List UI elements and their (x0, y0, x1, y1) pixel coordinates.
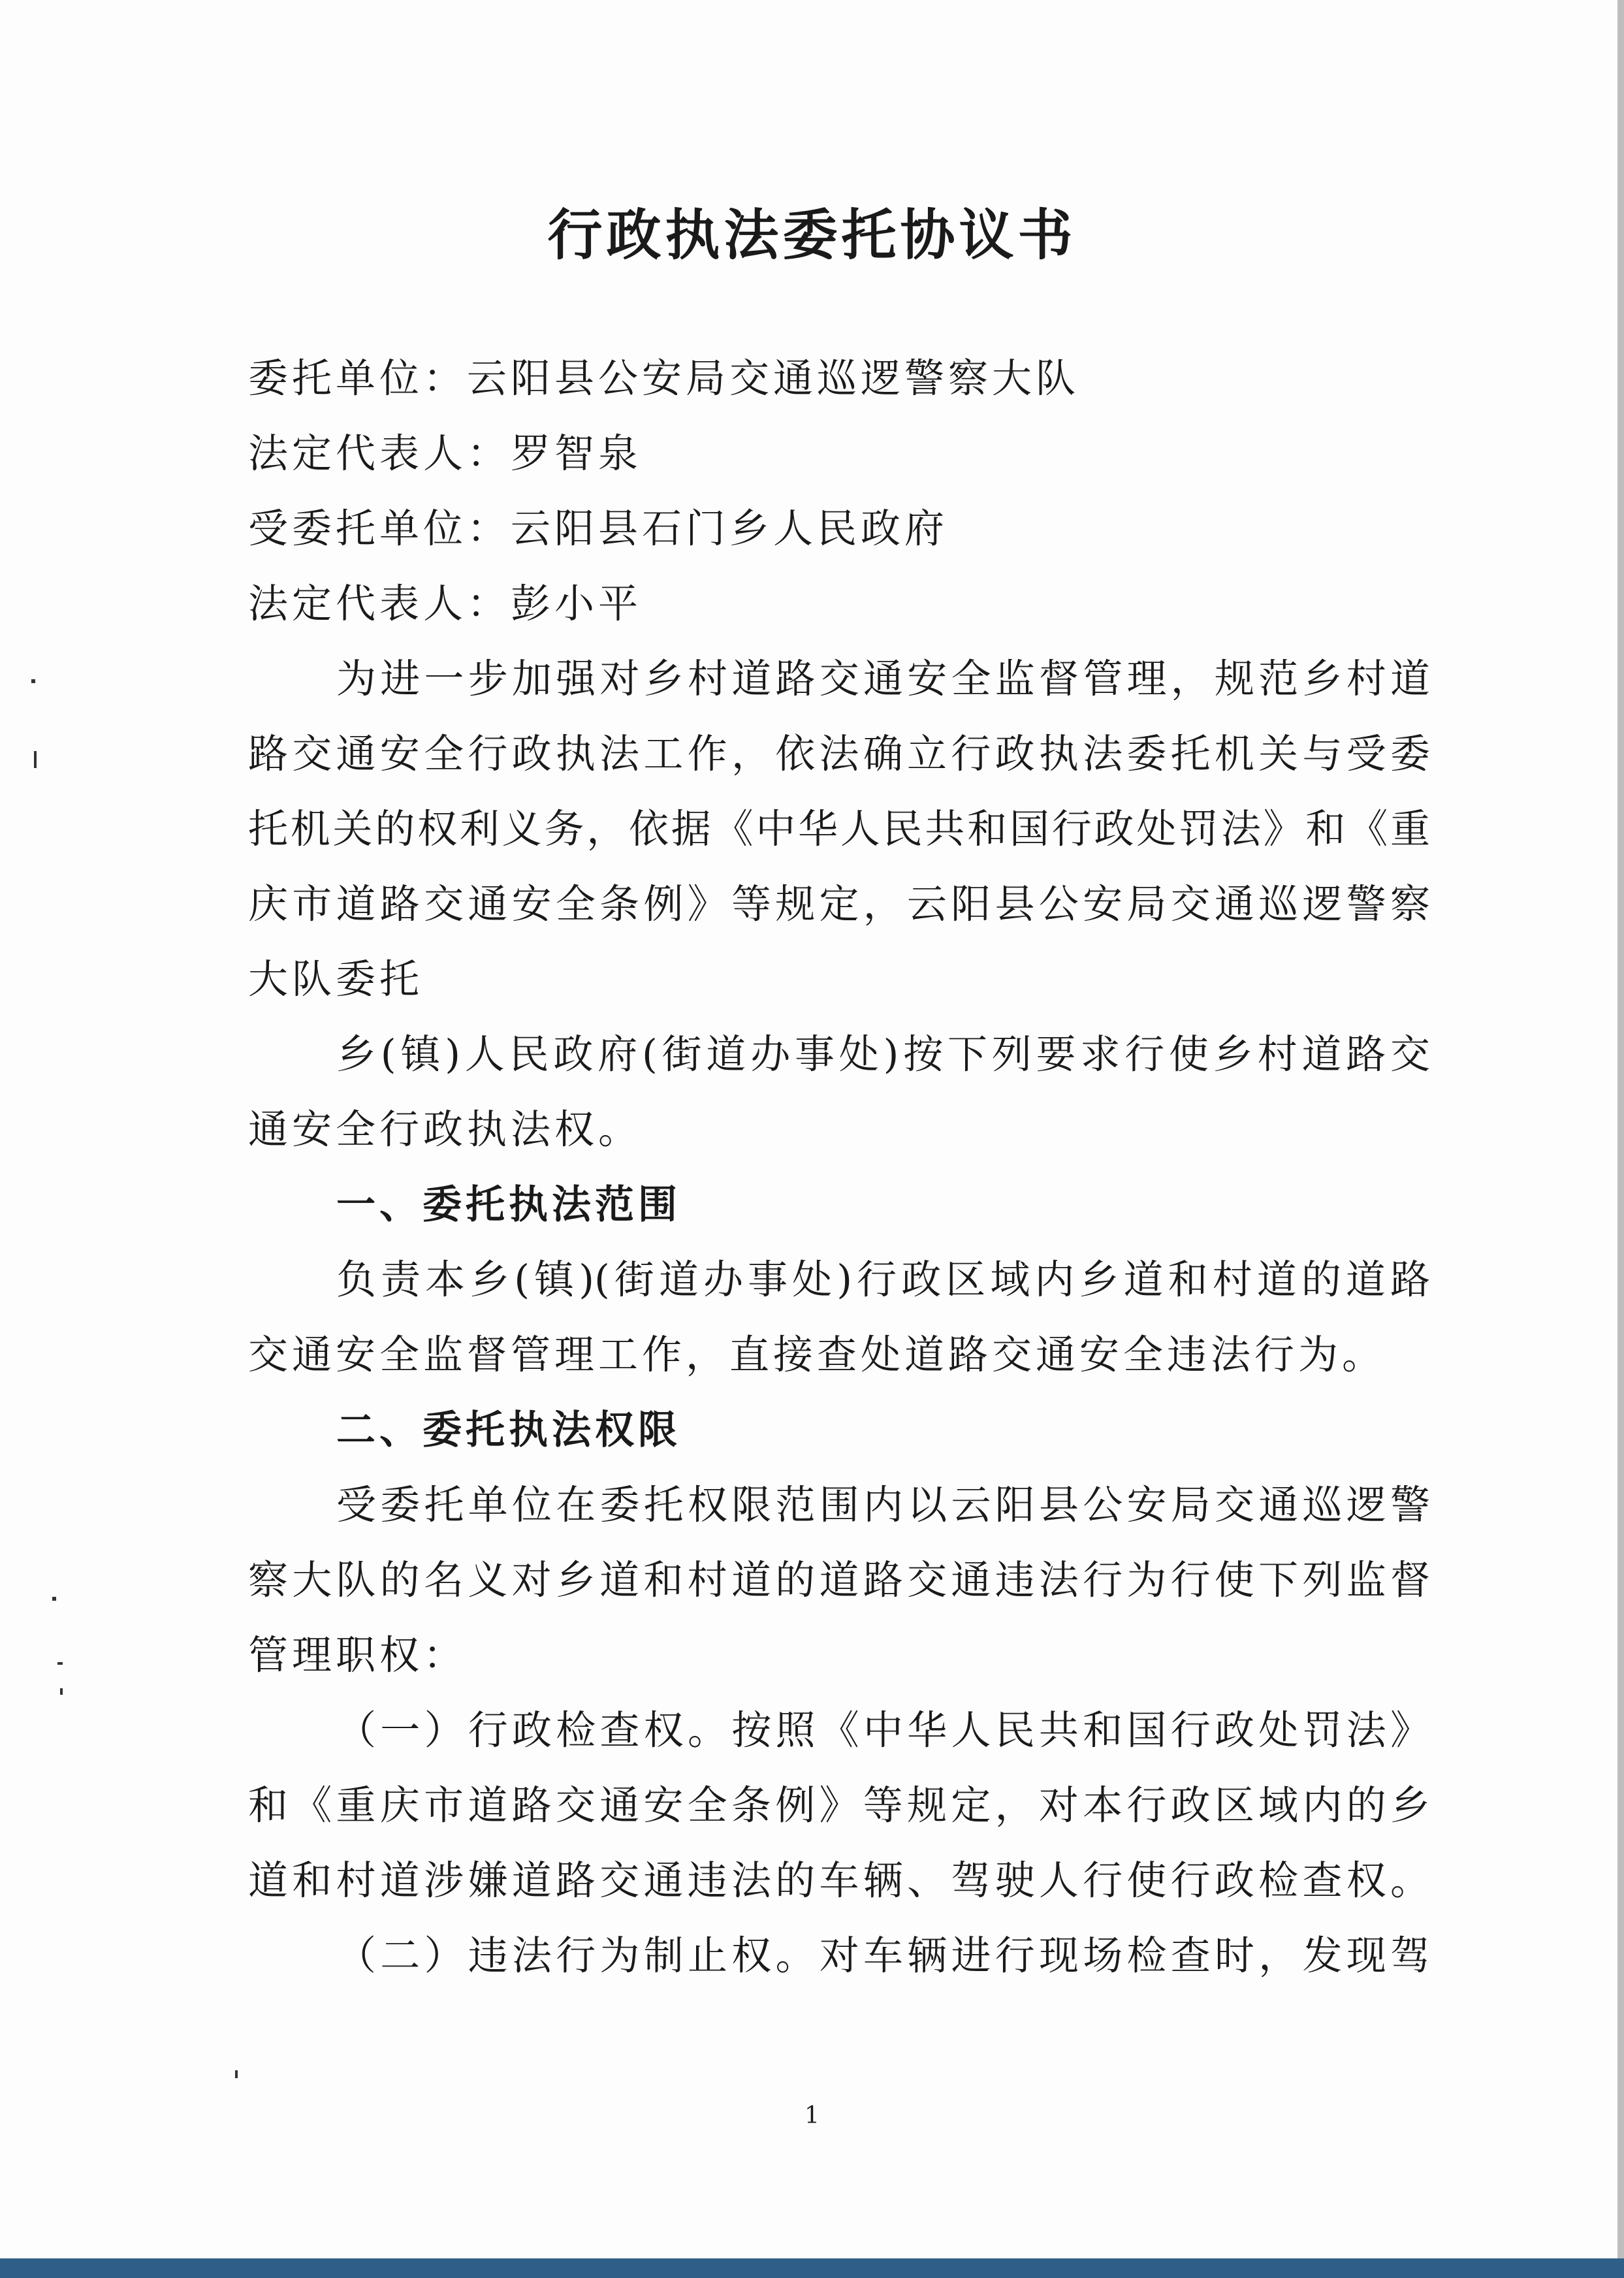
item-inspection-line: 和《重庆市道路交通安全条例》等规定，对本行政区域内的乡 (248, 1782, 1430, 1829)
scan-speck (34, 751, 37, 768)
section-scope-line: 负责本乡(镇)(街道办事处)行政区域内乡道和村道的道路 (336, 1257, 1430, 1303)
entrusted-representative-line: 法定代表人：彭小平 (248, 581, 643, 627)
scan-speck (31, 679, 35, 683)
scan-edge-shadow (1617, 0, 1624, 2278)
second-paragraph-line: 乡(镇)人民政府(街道办事处)按下列要求行使乡村道路交 (336, 1031, 1430, 1078)
page-number: 1 (804, 2102, 820, 2129)
entrusted-party-line: 受委托单位：云阳县石门乡人民政府 (248, 505, 949, 552)
document-title: 行政执法委托协议书 (547, 203, 1077, 267)
entrusting-representative-line: 法定代表人：罗智泉 (248, 430, 643, 477)
second-paragraph-line: 通安全行政执法权。 (248, 1106, 643, 1153)
intro-paragraph-line: 为进一步加强对乡村道路交通安全监督管理，规范乡村道 (336, 656, 1430, 702)
section-heading-scope: 一、委托执法范围 (336, 1182, 681, 1228)
scan-speck (235, 2070, 238, 2078)
section-authority-line: 受委托单位在委托权限范围内以云阳县公安局交通巡逻警 (336, 1482, 1430, 1528)
section-authority-line: 管理职权： (248, 1632, 468, 1678)
entrusting-party-line: 委托单位：云阳县公安局交通巡逻警察大队 (248, 355, 1080, 402)
scan-speck (60, 1688, 63, 1695)
item-stop-violation-line: （二）违法行为制止权。对车辆进行现场检查时，发现驾 (336, 1933, 1430, 1979)
intro-paragraph-line: 大队委托 (248, 956, 424, 1003)
scan-speck (52, 1597, 56, 1601)
section-heading-authority: 二、委托执法权限 (336, 1407, 681, 1453)
intro-paragraph-line: 路交通安全行政执法工作，依法确立行政执法委托机关与受委 (248, 731, 1430, 777)
intro-paragraph-line: 托机关的权利义务，依据《中华人民共和国行政处罚法》和《重 (248, 806, 1430, 852)
item-inspection-line: （一）行政检查权。按照《中华人民共和国行政处罚法》 (336, 1707, 1430, 1754)
intro-paragraph-line: 庆市道路交通安全条例》等规定，云阳县公安局交通巡逻警察 (248, 881, 1430, 927)
scan-bottom-band (0, 2258, 1624, 2278)
section-scope-line: 交通安全监督管理工作，直接查处道路交通安全违法行为。 (248, 1332, 1386, 1378)
item-inspection-line: 道和村道涉嫌道路交通违法的车辆、驾驶人行使行政检查权。 (248, 1857, 1430, 1904)
scan-speck (57, 1662, 63, 1665)
section-authority-line: 察大队的名义对乡道和村道的道路交通违法行为行使下列监督 (248, 1557, 1430, 1603)
